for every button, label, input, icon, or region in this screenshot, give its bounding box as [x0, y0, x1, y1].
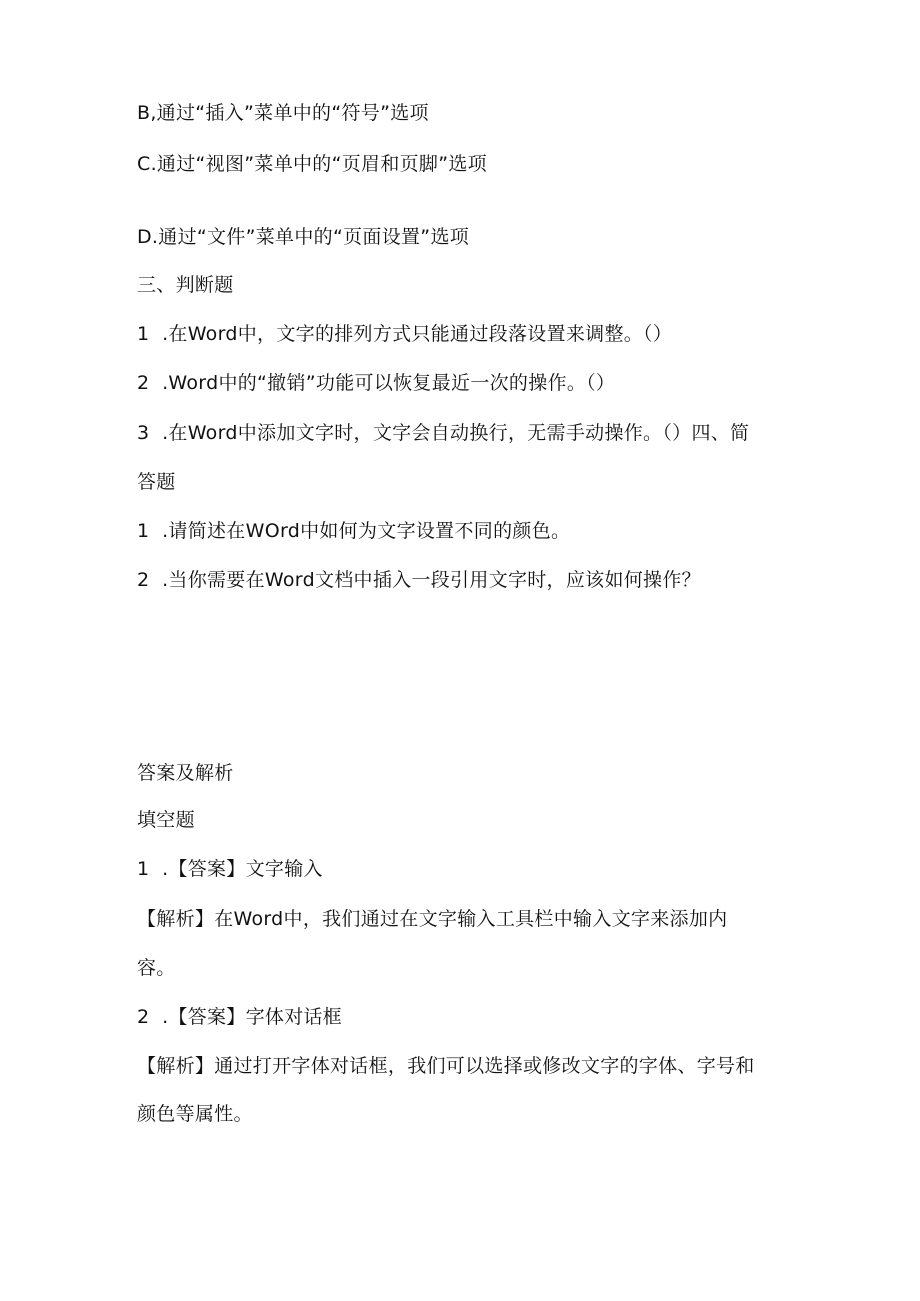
short-answer-question-2: 2 .当你需要在Word文档中插入一段引用文字时，应该如何操作？ [137, 569, 701, 591]
explanation-1-line-1: 【解析】在Word中，我们通过在文字输入工具栏中输入文字来添加内 [137, 908, 728, 930]
true-false-question-2: 2 .Word中的“撤销”功能可以恢复最近一次的操作。（） [137, 372, 616, 394]
short-answer-question-1: 1 .请简述在WOrd中如何为文字设置不同的颜色。 [137, 520, 571, 542]
explanation-2-line-1: 【解析】通过打开字体对话框，我们可以选择或修改文字的字体、字号和 [137, 1055, 755, 1077]
option-c: C.通过“视图”菜单中的“页眉和页脚”选项 [137, 153, 487, 175]
true-false-question-3-line-2: 答题 [137, 471, 176, 493]
true-false-question-3-line-1: 3 .在Word中添加文字时，文字会自动换行，无需手动操作。（）四、简 [137, 422, 750, 444]
answer-1: 1 .【答案】文字输入 [137, 858, 323, 880]
option-b: B,通过“插入”菜单中的“符号”选项 [137, 102, 429, 124]
explanation-1-line-2: 容。 [137, 957, 176, 979]
section-heading-true-false: 三、判断题 [137, 274, 234, 296]
option-d: D.通过“文件”菜单中的“页面设置”选项 [137, 226, 470, 248]
true-false-question-1: 1 .在Word中，文字的排列方式只能通过段落设置来调整。（） [137, 323, 673, 345]
fill-blank-heading: 填空题 [137, 809, 195, 831]
explanation-2-line-2: 颜色等属性。 [137, 1103, 253, 1125]
answers-heading: 答案及解析 [137, 762, 234, 784]
answer-2: 2 .【答案】字体对话框 [137, 1006, 343, 1028]
